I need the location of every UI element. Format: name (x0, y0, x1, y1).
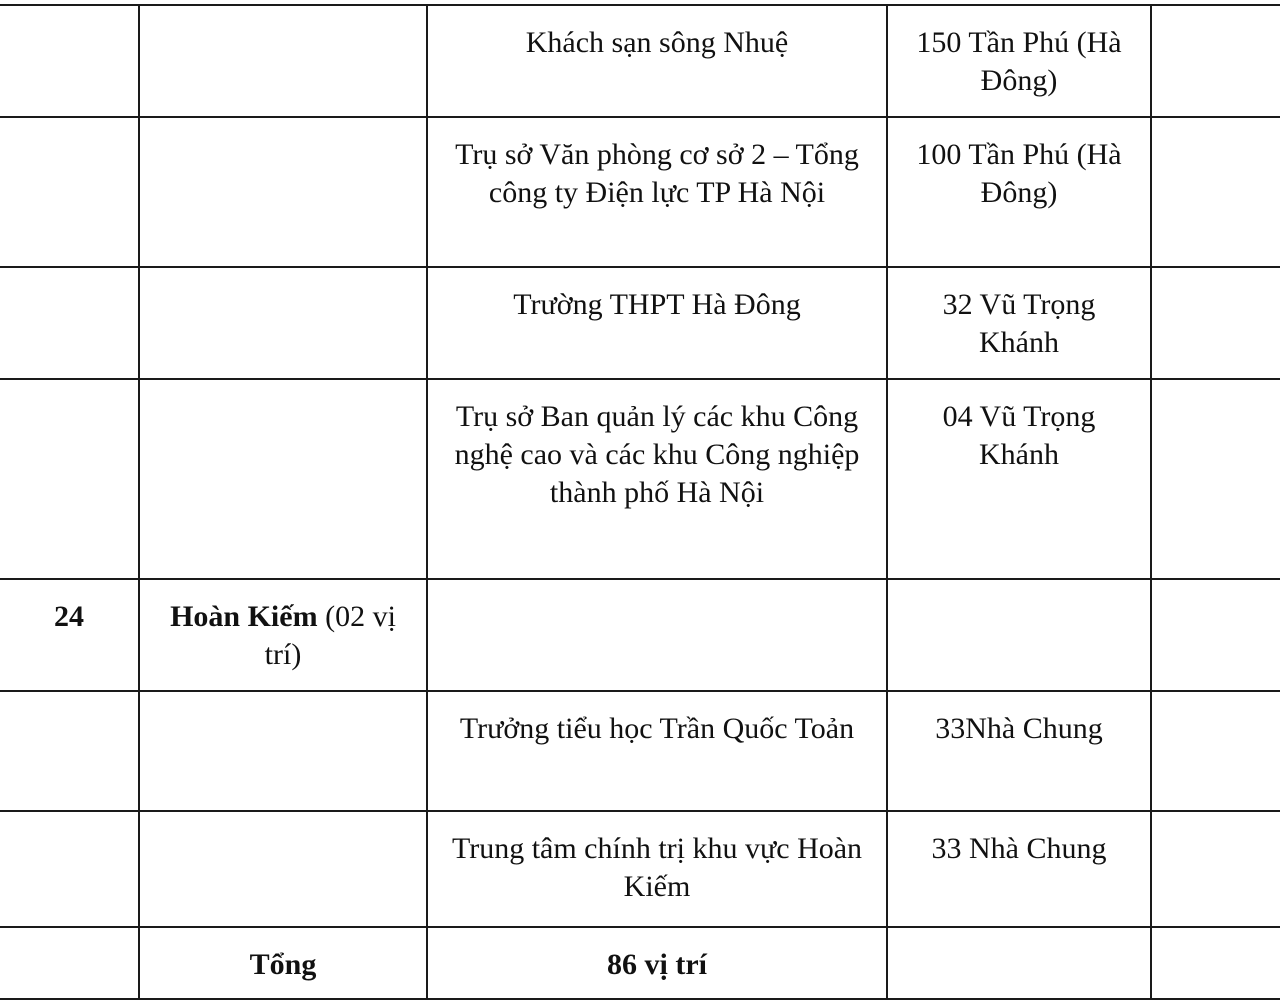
cell-no: 24 (0, 579, 139, 691)
cell-district (139, 691, 427, 811)
table-row (0, 5, 1280, 117)
cell-address (887, 927, 1151, 999)
cell-place: Trường THPT Hà Đông (427, 267, 887, 379)
total-row (0, 927, 1280, 999)
cell-address: 32 Vũ Trọng Khánh (887, 267, 1151, 379)
cell-extra (1151, 5, 1280, 117)
district-name: Hoàn Kiếm (170, 600, 318, 633)
locations-table (0, 4, 1280, 1000)
table-row (0, 117, 1280, 267)
cell-extra (1151, 579, 1280, 691)
cell-district (139, 5, 427, 117)
cell-extra (1151, 379, 1280, 579)
total-value: 86 vị trí (427, 927, 887, 999)
cell-address (887, 579, 1151, 691)
table-row (0, 579, 1280, 691)
cell-no (0, 5, 139, 117)
cell-no (0, 267, 139, 379)
cell-no (0, 379, 139, 579)
cell-district (139, 117, 427, 267)
table-row (0, 379, 1280, 579)
cell-address: 150 Tần Phú (Hà Đông) (887, 5, 1151, 117)
cell-extra (1151, 267, 1280, 379)
cell-address: 100 Tần Phú (Hà Đông) (887, 117, 1151, 267)
table-row (0, 811, 1280, 927)
table-row (0, 267, 1280, 379)
cell-no (0, 927, 139, 999)
cell-no (0, 117, 139, 267)
cell-place: Khách sạn sông Nhuệ (427, 5, 887, 117)
cell-extra (1151, 811, 1280, 927)
cell-address: 04 Vũ Trọng Khánh (887, 379, 1151, 579)
cell-no (0, 691, 139, 811)
cell-extra (1151, 691, 1280, 811)
cell-address: 33 Nhà Chung (887, 811, 1151, 927)
cell-extra (1151, 927, 1280, 999)
cell-place: Trụ sở Văn phòng cơ sở 2 – Tổng công ty Điện lực TP Hà Nội (427, 117, 887, 267)
cell-no (0, 811, 139, 927)
cell-district (139, 267, 427, 379)
cell-place: Trung tâm chính trị khu vực Hoàn Kiếm (427, 811, 887, 927)
cell-extra (1151, 117, 1280, 267)
cell-district (139, 379, 427, 579)
table-row (0, 691, 1280, 811)
cell-district (139, 811, 427, 927)
district-count: (02 vị trí) (264, 600, 396, 671)
cell-place: Trưởng tiểu học Trần Quốc Toản (427, 691, 887, 811)
cell-address: 33Nhà Chung (887, 691, 1151, 811)
cell-place: Trụ sở Ban quản lý các khu Công nghệ cao và các khu Công nghiệp thành phố Hà Nội (427, 379, 887, 579)
total-label: Tổng (139, 927, 427, 999)
cell-district (139, 579, 427, 691)
cell-place (427, 579, 887, 691)
